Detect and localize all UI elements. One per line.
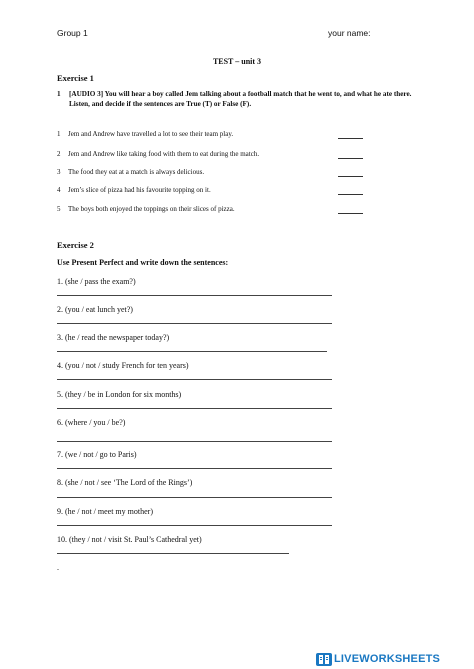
your-name-label: your name: <box>328 28 371 38</box>
tf-answer-blank[interactable] <box>338 138 363 139</box>
question-prompt: 9. (he / not / meet my mother) <box>57 507 153 516</box>
answer-line[interactable] <box>57 525 332 526</box>
tf-statement-number: 2 <box>57 150 61 158</box>
tf-answer-blank[interactable] <box>338 158 363 159</box>
answer-line[interactable] <box>57 408 332 409</box>
answer-line[interactable] <box>57 441 332 442</box>
tf-statement-text: Jem and Andrew like taking food with them to eat during the match. <box>68 150 260 158</box>
answer-line[interactable] <box>57 379 332 380</box>
tf-statement-number: 5 <box>57 205 61 213</box>
answer-line[interactable] <box>57 351 327 352</box>
tf-answer-blank[interactable] <box>338 213 363 214</box>
test-title: TEST – unit 3 <box>212 57 262 66</box>
question-prompt: 8. (she / not / see ‘The Lord of the Rings’) <box>57 478 193 487</box>
question-prompt: 6. (where / you / be?) <box>57 418 126 427</box>
question-prompt: 4. (you / not / study French for ten years) <box>57 361 189 370</box>
liveworksheets-logo-text: LIVEWORKSHEETS <box>334 653 441 665</box>
tf-statement-number: 1 <box>57 130 61 138</box>
exercise1-instruction-text: [AUDIO 3] You will hear a boy called Jem talking about a football match that he went to, and what he ate there. Listen, and decide if the sentences are True (T) or False (F). <box>69 90 412 108</box>
exercise2-heading: Exercise 2 <box>57 240 94 250</box>
trailing-mark: . <box>57 563 59 572</box>
answer-line[interactable] <box>57 295 332 296</box>
answer-line[interactable] <box>57 497 332 498</box>
question-prompt: 10. (they / not / visit St. Paul’s Cathedral yet) <box>57 535 202 544</box>
tf-answer-blank[interactable] <box>338 176 363 177</box>
tf-statement-number: 4 <box>57 186 61 194</box>
liveworksheets-logo[interactable] <box>316 652 440 666</box>
exercise1-heading: Exercise 1 <box>57 73 94 83</box>
tf-answer-blank[interactable] <box>338 194 363 195</box>
group-label: Group 1 <box>57 28 88 38</box>
tf-statement-text: The boys both enjoyed the toppings on their slices of pizza. <box>68 205 235 213</box>
question-prompt: 7. (we / not / go to Paris) <box>57 450 137 459</box>
exercise1-instruction-number: 1 <box>57 90 61 98</box>
answer-line[interactable] <box>57 468 332 469</box>
answer-line[interactable] <box>57 553 289 554</box>
tf-statement-text: Jem’s slice of pizza had his favourite topping on it. <box>68 186 211 194</box>
question-prompt: 5. (they / be in London for six months) <box>57 390 182 399</box>
answer-line[interactable] <box>57 323 332 324</box>
tf-statement-number: 3 <box>57 168 61 176</box>
question-prompt: 1. (she / pass the exam?) <box>57 277 136 286</box>
question-prompt: 2. (you / eat lunch yet?) <box>57 305 133 314</box>
tf-statement-text: Jem and Andrew have travelled a lot to see their team play. <box>68 130 234 138</box>
exercise1-instruction <box>57 90 427 109</box>
exercise2-instruction: Use Present Perfect and write down the sentences: <box>57 258 229 267</box>
question-prompt: 3. (he / read the newspaper today?) <box>57 333 170 342</box>
tf-statement-text: The food they eat at a match is always delicious. <box>68 168 205 176</box>
liveworksheets-logo-icon <box>316 653 332 666</box>
